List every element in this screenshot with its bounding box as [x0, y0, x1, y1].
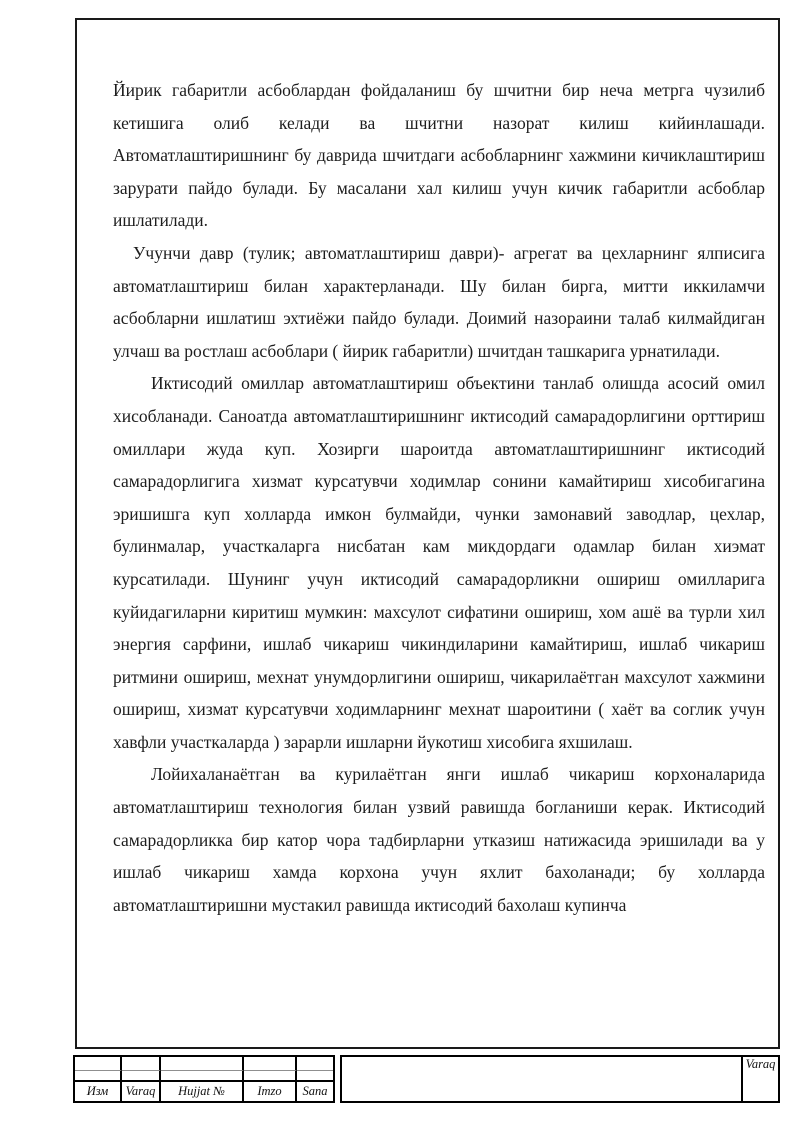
stamp-header-hujjat-no: Hujjat №	[161, 1082, 244, 1101]
stamp-header-imzo: Imzo	[244, 1082, 297, 1101]
title-block-sheet-cell	[741, 1055, 780, 1103]
paragraph-2: Учунчи давр (тулик; автоматлаштириш даври)- агрегат ва цехларнинг ялписига автоматлаштириш билан характерланади. Шу билан бирга, митти иккиламчи асбобларни ишлатиш эхтиёжи пайдо булади. Доимий назораини талаб килмайдиган улчаш ва ростлаш асбоблари ( йирик габаритли) шчитдан ташкарига урнатилади.	[113, 242, 765, 361]
stamp-cell	[297, 1057, 333, 1071]
stamp-cell	[122, 1071, 161, 1082]
sheet-label: Varaq	[745, 1057, 776, 1071]
title-block-revision-table	[73, 1055, 335, 1103]
stamp-cell	[161, 1071, 244, 1082]
paragraph-1: Йирик габаритли асбоблардан фойдаланиш бу шчитни бир неча метрга чузилиб кетишига олиб келади ва шчитни назорат килиш кийинлашади. Автоматлаштиришнинг бу даврида шчитдаги асбобларнинг хажмини кичиклаштириш зарурати пайдо булади. Бу масалани хал килиш учун кичик габаритли асбоблар ишлатилади.	[113, 80, 765, 231]
stamp-header-izm: Изм	[75, 1082, 122, 1101]
stamp-cell	[75, 1071, 122, 1082]
stamp-header-varaq: Varaq	[122, 1082, 161, 1101]
stamp-cell	[244, 1071, 297, 1082]
title-block-document-number-cell	[340, 1055, 743, 1103]
stamp-cell	[297, 1071, 333, 1082]
paragraph-3: Иктисодий омиллар автоматлаштириш объектини танлаб олишда асосий омил хисобланади. Саноатда автоматлаштиришнинг иктисодий самарадорлигини орттириш омиллари жуда куп. Хозирги шароитда автоматлаштиришнинг иктисодий самарадорлигига хизмат курсатувчи ходимлар сонини камайтириш хисобигагина эришишга куп холларда имкон булмайди, чунки замонавий заводлар, цехлар, булинмалар, участкаларга нисбатан кам микдордаги одамлар билан хиэмат курсатилади. Шунинг учун иктисодий самарадорликни ошириш омилларига куйидагиларни киритиш мумкин: махсулот сифатини ошириш, хом ашё ва турли хил энергия сарфини, ишлаб чикариш чикиндиларини камайтириш, ишлаб чикариш ритмини ошириш, мехнат унумдорлигини ошириш, чикарилаётган махсулот хажмини ошириш, хизмат курсатувчи ходимларнинг мехнат шароитини ( хаёт ва соглик учун хавфли участкаларда ) зарарли ишларни йукотиш хисобига яхшилаш.	[113, 373, 765, 752]
paragraph-4: Лойихаланаётган ва курилаётган янги ишлаб чикариш корхоналарида автоматлаштириш технология билан узвий равишда богланиши керак. Иктисодий самарадорликка бир катор чора тадбирларни утказиш натижасида эришилади ва у ишлаб чикариш хамда корхона учун яхлит бахоланади; бу холларда автоматлаштиришни мустакил равишда иктисодий бахолаш купинча	[113, 764, 765, 915]
document-body	[113, 74, 765, 921]
stamp-cell	[161, 1057, 244, 1071]
stamp-cell	[75, 1057, 122, 1071]
stamp-header-sana: Sana	[302, 1084, 328, 1098]
stamp-cell	[244, 1057, 297, 1071]
stamp-cell	[122, 1057, 161, 1071]
